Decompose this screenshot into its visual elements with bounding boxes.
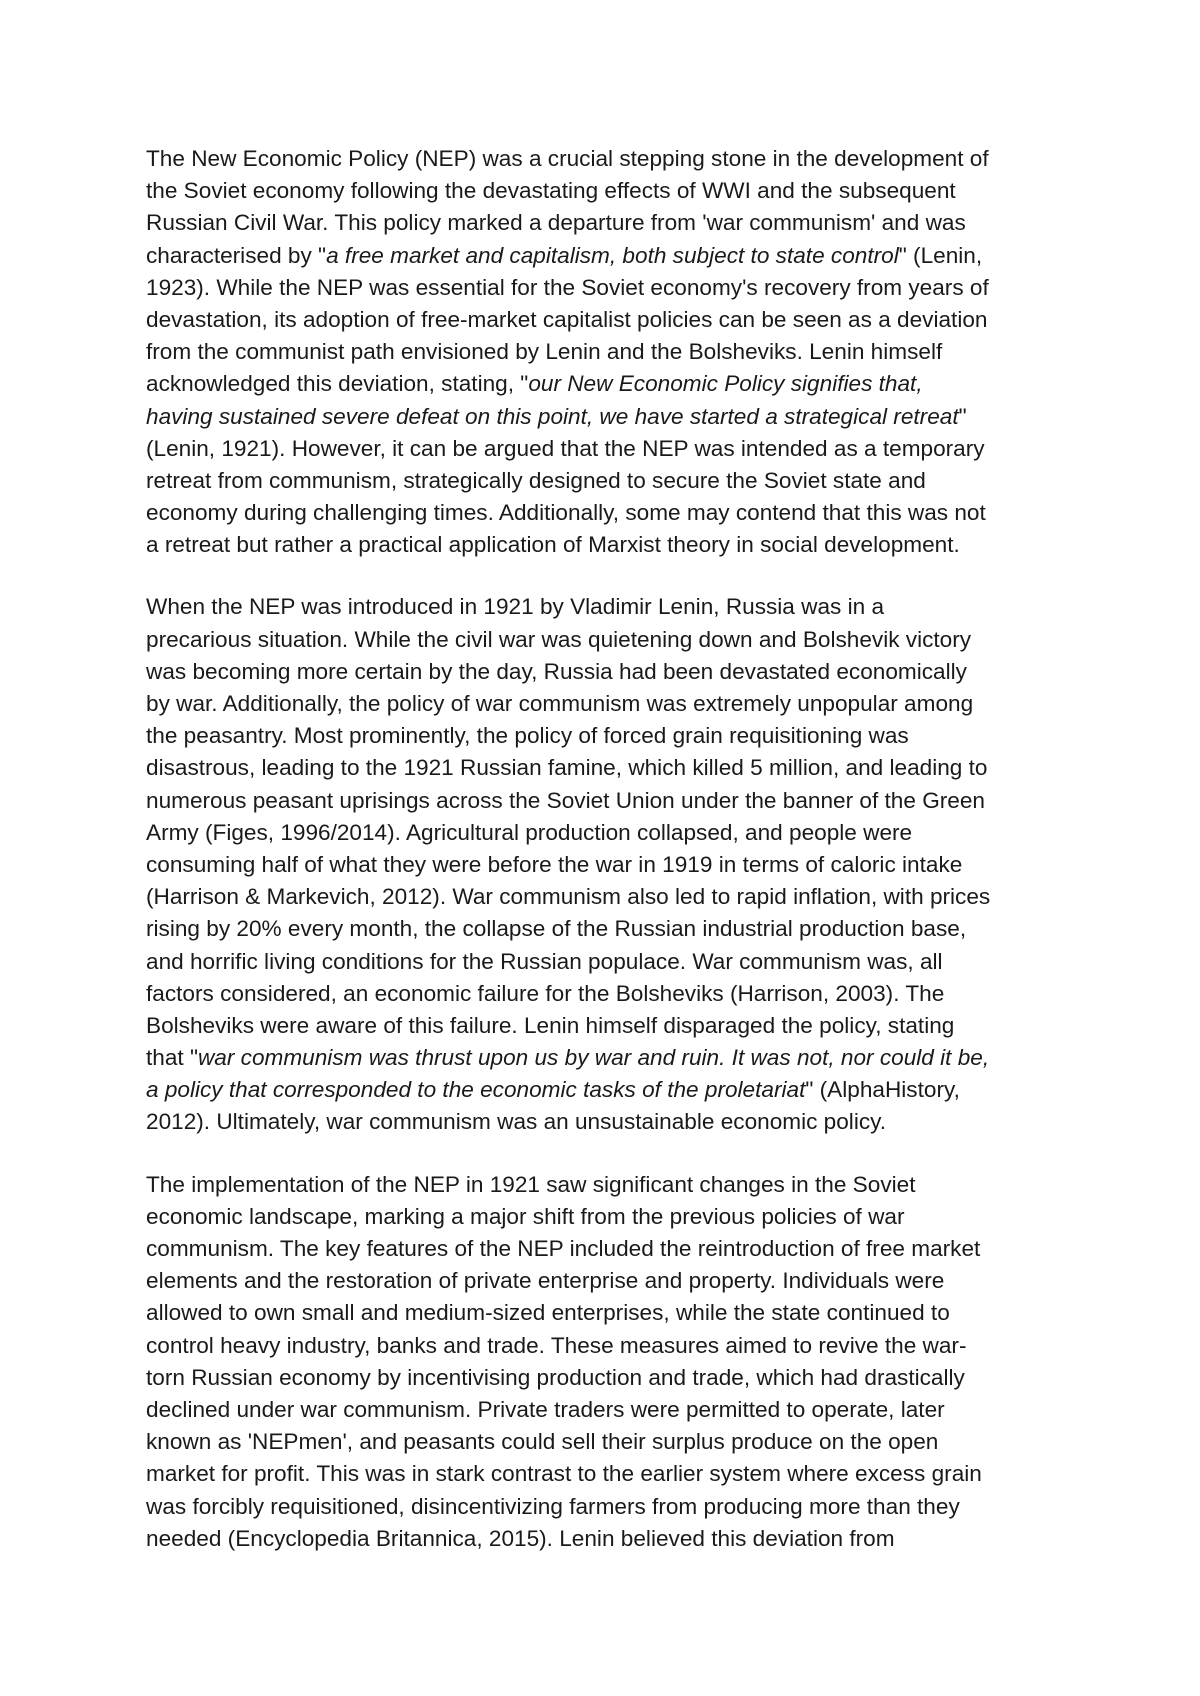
body-text: was becoming more certain by the day, Russia had been devastated economically [146,658,967,684]
text-line [146,1362,1066,1394]
text-line [146,1426,1066,1458]
text-line [146,143,1066,175]
body-text: that " [146,1045,198,1071]
body-text: consuming half of what they were before the war in 1919 in terms of caloric intake [146,851,963,877]
text-line [146,817,1066,849]
body-text: Army (Figes, 1996/2014). Agricultural production collapsed, and people were [146,819,913,845]
body-text: torn Russian economy by incentivising production and trade, which had drastically [146,1364,965,1390]
paragraph [146,591,1066,1138]
text-line [146,1330,1066,1362]
text-line [146,1074,1066,1106]
quoted-text: a policy that corresponded to the economic tasks of the proletariat [146,1077,806,1103]
text-line [146,849,1066,881]
body-text: 1923). While the NEP was essential for the Soviet economy's recovery from years of [146,274,989,300]
body-text: (Harrison & Markevich, 2012). War communism also led to rapid inflation, with prices [146,884,991,910]
quoted-text: war communism was thrust upon us by war and ruin. It was not, nor could it be, [197,1045,990,1071]
body-text: 2012). Ultimately, war communism was an unsustainable economic policy. [146,1109,887,1135]
text-line [146,240,1066,272]
body-text: " (AlphaHistory, [805,1077,960,1103]
text-line [146,1394,1066,1426]
text-line [146,465,1066,497]
text-line [146,1042,1066,1074]
body-text: " (Lenin, [898,242,983,268]
text-line [146,946,1066,978]
text-line [146,720,1066,752]
text-line [146,978,1066,1010]
quoted-text: having sustained severe defeat on this point, we have started a strategical retreat [146,403,959,429]
body-text: The New Economic Policy (NEP) was a crucial stepping stone in the development of [146,146,989,171]
text-line [146,1106,1066,1138]
body-text: known as 'NEPmen', and peasants could sell their surplus produce on the open [146,1429,939,1455]
text-line [146,433,1066,465]
text-line [146,1265,1066,1297]
body-text: characterised by " [146,242,327,268]
body-text: market for profit. This was in stark contrast to the earlier system where excess grain [146,1461,982,1487]
document-body [146,143,1066,1585]
body-text: acknowledged this deviation, stating, " [146,371,529,397]
text-line [146,401,1066,433]
text-line [146,688,1066,720]
text-line [146,529,1066,561]
text-line [146,1523,1066,1555]
body-text: control heavy industry, banks and trade. These measures aimed to revive the war- [146,1332,967,1358]
text-line [146,656,1066,688]
body-text: factors considered, an economic failure for the Bolsheviks (Harrison, 2003). The [146,980,945,1006]
body-text: economic landscape, marking a major shift from the previous policies of war [146,1203,905,1229]
text-line [146,881,1066,913]
body-text: communism. The key features of the NEP included the reintroduction of free market [146,1236,981,1261]
text-line [146,785,1066,817]
paragraph [146,1169,1066,1555]
text-line [146,207,1066,239]
quoted-text: a free market and capitalism, both subject to state control [326,242,899,268]
text-line [146,497,1066,529]
body-text: disastrous, leading to the 1921 Russian famine, which killed 5 million, and leading to [146,755,988,781]
body-text: Russian Civil War. This policy marked a departure from 'war communism' and was [146,210,966,236]
text-line [146,752,1066,784]
text-line [146,1169,1066,1201]
text-line [146,913,1066,945]
body-text: allowed to own small and medium-sized enterprises, while the state continued to [146,1300,950,1326]
body-text: by war. Additionally, the policy of war communism was extremely unpopular among [146,691,974,716]
text-line [146,1491,1066,1523]
body-text: Bolsheviks were aware of this failure. Lenin himself disparaged the policy, stating [146,1012,955,1038]
body-text: The implementation of the NEP in 1921 saw significant changes in the Soviet [146,1171,916,1197]
text-line [146,1233,1066,1265]
body-text: precarious situation. While the civil war was quietening down and Bolshevik victory [146,626,972,652]
body-text: " [958,403,967,429]
body-text: declined under war communism. Private traders were permitted to operate, later [146,1396,945,1422]
body-text: a retreat but rather a practical application of Marxist theory in social development. [146,532,960,558]
body-text: the Soviet economy following the devastating effects of WWI and the subsequent [146,178,956,204]
body-text: the peasantry. Most prominently, the policy of forced grain requisitioning was [146,723,909,749]
body-text: and horrific living conditions for the Russian populace. War communism was, all [146,948,943,974]
text-line [146,1010,1066,1042]
text-line [146,1297,1066,1329]
text-line [146,336,1066,368]
text-line [146,1458,1066,1490]
body-text: from the communist path envisioned by Lenin and the Bolsheviks. Lenin himself [146,339,943,365]
body-text: rising by 20% every month, the collapse of the Russian industrial production base, [146,916,967,942]
body-text: (Lenin, 1921). However, it can be argued that the NEP was intended as a temporary [146,435,985,461]
body-text: was forcibly requisitioned, disincentivizing farmers from producing more than they [146,1493,960,1519]
quoted-text: our New Economic Policy signifies that, [528,371,923,397]
paragraph [146,143,1066,561]
text-line [146,175,1066,207]
text-line [146,1201,1066,1233]
text-line [146,272,1066,304]
text-line [146,624,1066,656]
body-text: When the NEP was introduced in 1921 by Vladimir Lenin, Russia was in a [146,594,885,620]
body-text: devastation, its adoption of free-market capitalist policies can be seen as a deviation [146,306,988,332]
text-line [146,304,1066,336]
body-text: economy during challenging times. Additionally, some may contend that this was not [146,500,986,526]
body-text: needed (Encyclopedia Britannica, 2015). Lenin believed this deviation from [146,1525,895,1551]
text-line [146,368,1066,400]
body-text: retreat from communism, strategically designed to secure the Soviet state and [146,467,926,493]
body-text: numerous peasant uprisings across the Soviet Union under the banner of the Green [146,787,985,813]
text-line [146,591,1066,623]
body-text: elements and the restoration of private enterprise and property. Individuals were [146,1268,945,1294]
